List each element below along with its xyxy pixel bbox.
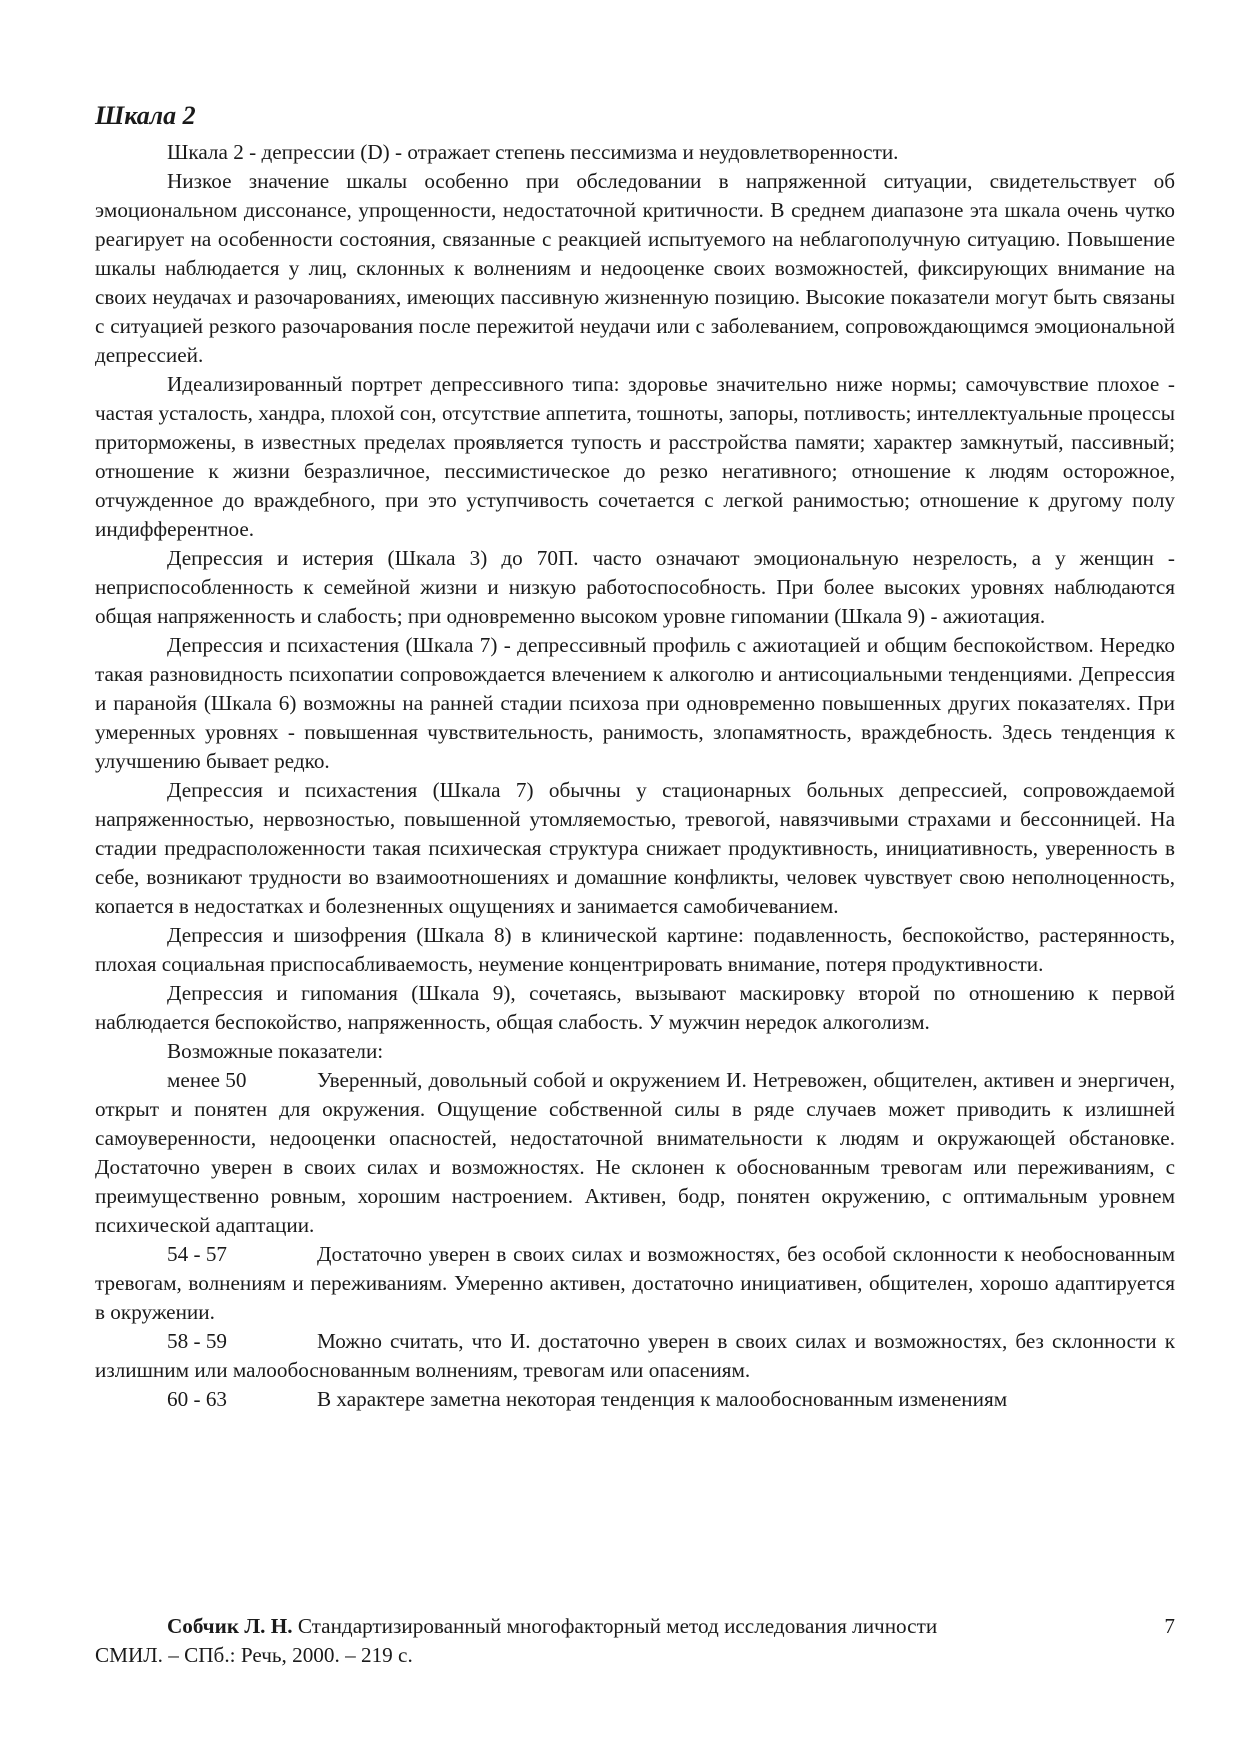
footer-citation-line [95, 1612, 1175, 1641]
paragraph-intro: Шкала 2 - депрессии (D) - отражает степень пессимизма и неудовлетворенности. [167, 140, 899, 164]
document-page [95, 100, 1175, 1414]
paragraph-psychasthenia-1: Депрессия и психастения (Шкала 7) - депрессивный профиль с ажиотацией и общим беспокойством. Нередко такая разновидность психопатии сопровождается влечением к алкоголю и антисоциальными тенденциями. Депрессия и паранойя (Шкала 6) возможны на ранней стадии психоза при одновременно повышенных других показателях. При умеренных уровнях - повышенная чувствительность, ранимость, злопамятность, враждебность. Здесь тенденция к улучшению бывает редко. [95, 633, 1175, 773]
paragraph-possible-scores: Возможные показатели: [167, 1039, 384, 1063]
scale-description: Достаточно уверен в своих силах и возможностях, без особой склонности к необоснованным тревогам, волнениям и переживаниям. Умеренно активен, достаточно инициативен, общителен, хорошо адаптируется в окружении. [95, 1242, 1175, 1324]
scale-entry [95, 1066, 1175, 1240]
paragraph-hysteria: Депрессия и истерия (Шкала 3) до 70П. часто означают эмоциональную незрелость, а у женщин - неприспособленность к семейной жизни и низкую работоспособность. При более высоких уровнях наблюдаются общая напряженность и слабость; при одновременно высоком уровне гипомании (Шкала 9) - ажиотация. [95, 546, 1175, 628]
scale-range: 58 - 59 [167, 1329, 228, 1353]
paragraph-low-value: Низкое значение шкалы особенно при обследовании в напряженной ситуации, свидетельствует об эмоциональном диссонансе, упрощенности, недостаточной критичности. В среднем диапазоне эта шкала очень чутко реагирует на особенности состояния, связанные с реакцией испытуемого на неблагополучную ситуацию. Повышение шкалы наблюдается у лиц, склонных к волнениям и недооценке своих возможностей, фиксирующих внимание на своих неудачах и разочарованиях, имеющих пассивную жизненную позицию. Высокие показатели могут быть связаны с ситуацией резкого разочарования после пережитой неудачи или с заболеванием, сопровождающимся эмоциональной депрессией. [95, 169, 1175, 367]
paragraph-hypomania: Депрессия и гипомания (Шкала 9), сочетаясь, вызывают маскировку второй по отношению к первой наблюдается беспокойство, напряженность, общая слабость. У мужчин нередок алкоголизм. [95, 981, 1175, 1034]
footer-publication: СМИЛ. – СПб.: Речь, 2000. – 219 с. [95, 1643, 413, 1667]
scale-entry [95, 1385, 1175, 1414]
scale-range: 54 - 57 [167, 1242, 228, 1266]
scale-description: В характере заметна некоторая тенденция к малообоснованным изменениям [317, 1387, 1008, 1411]
paragraph-portrait: Идеализированный портрет депрессивного типа: здоровье значительно ниже нормы; самочувствие плохое - частая усталость, хандра, плохой сон, отсутствие аппетита, тошноты, запоры, потливость; интеллектуальные процессы приторможены, в известных пределах проявляется тупость и расстройства памяти; характер замкнутый, пассивный; отношение к жизни безразличное, пессимистическое до резко негативного; отношение к людям осторожное, отчужденное до враждебного, при это уступчивость сочетается с легкой ранимостью; отношение к другому полу индифферентное. [95, 372, 1175, 541]
footer-author: Собчик Л. Н. [167, 1614, 293, 1638]
paragraph-psychasthenia-2: Депрессия и психастения (Шкала 7) обычны у стационарных больных депрессией, сопровождаемой напряженностью, нервозностью, повышенной утомляемостью, тревогой, навязчивыми страхами и бессонницей. На стадии предрасположенности такая психическая структура снижает продуктивность, инициативность, уверенность в себе, возникают трудности во взаимоотношениях и домашние конфликты, человек чувствует свою неполноценность, копается в недостатках и болезненных ощущениях и занимается самобичеванием. [95, 778, 1175, 918]
scale-range: менее 50 [167, 1068, 247, 1092]
section-heading: Шкала 2 [95, 101, 196, 130]
scale-entry [95, 1327, 1175, 1385]
page-number: 7 [1164, 1614, 1175, 1638]
page-footer [95, 1612, 1175, 1670]
scale-description: Уверенный, довольный собой и окружением И. Нетревожен, общителен, активен и энергичен, открыт и понятен для окружения. Ощущение собственной силы в ряде случаев может приводить к излишней самоуверенности, недооценки опасностей, недостаточной внимательности к людям и окружающей обстановке. Достаточно уверен в своих силах и возможностях. Не склонен к обоснованным тревогам или переживаниям, с преимущественно ровным, хорошим настроением. Активен, бодр, понятен окружению, с оптимальным уровнем психической адаптации. [95, 1068, 1175, 1237]
paragraph-schizophrenia: Депрессия и шизофрения (Шкала 8) в клинической картине: подавленность, беспокойство, растерянность, плохая социальная приспосабливаемость, неумение концентрировать внимание, потеря продуктивности. [95, 923, 1175, 976]
scale-entry [95, 1240, 1175, 1327]
scale-range: 60 - 63 [167, 1387, 228, 1411]
footer-title: Стандартизированный многофакторный метод исследования личности [297, 1614, 938, 1638]
scale-description: Можно считать, что И. достаточно уверен в своих силах и возможностях, без склонности к излишним или малообоснованным волнениям, тревогам или опасениям. [95, 1329, 1175, 1382]
